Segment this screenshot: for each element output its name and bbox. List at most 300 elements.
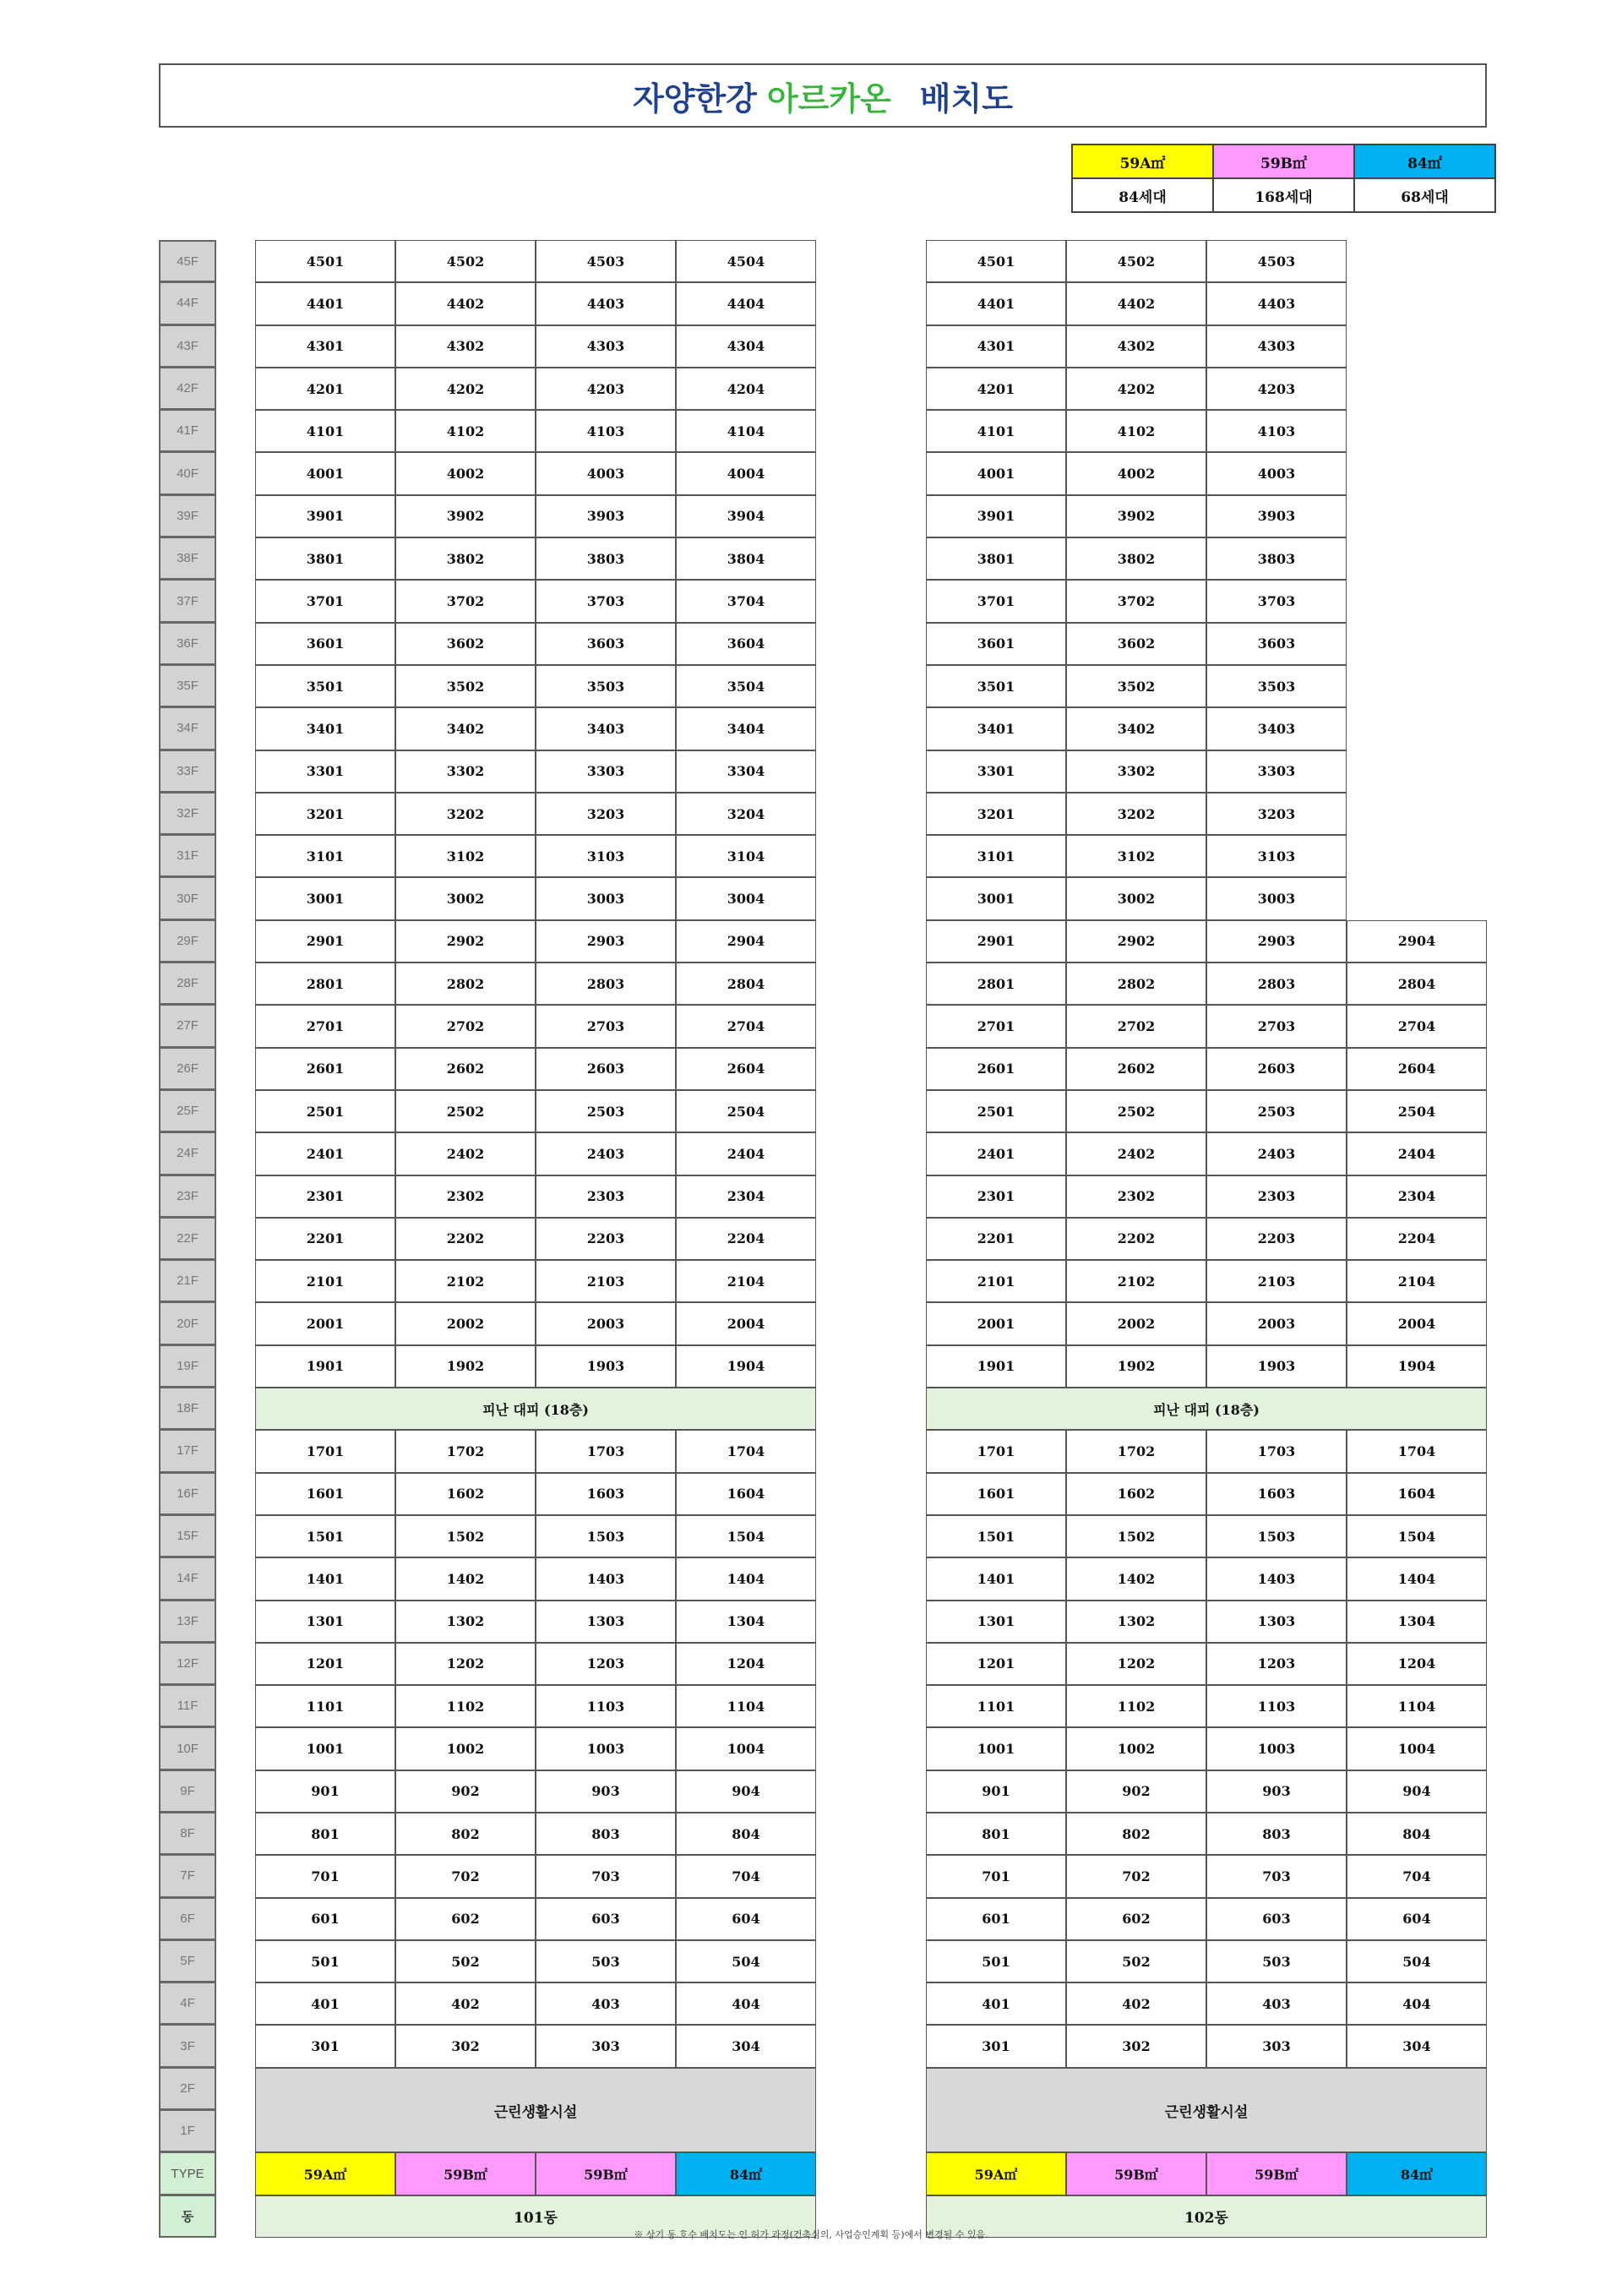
- unit-cell: 2902: [1066, 920, 1206, 963]
- unit-cell: 3001: [926, 877, 1066, 919]
- legend-type-row: [1072, 145, 1495, 178]
- unit-cell: 1104: [1347, 1685, 1487, 1727]
- floor-row: [255, 1218, 816, 1260]
- unit-cell: 2104: [1347, 1260, 1487, 1302]
- unit-cell: 2304: [1347, 1175, 1487, 1218]
- legend-type-84: 84㎡: [1354, 145, 1495, 178]
- unit-cell: 1201: [926, 1643, 1066, 1685]
- unit-cell: 4203: [1206, 368, 1347, 410]
- refuge-floor-label: 피난 대피 (18층): [926, 1388, 1487, 1430]
- floor-row: [255, 2025, 816, 2067]
- empty-cell: [1347, 537, 1487, 580]
- unit-cell: 3801: [255, 537, 395, 580]
- unit-cell: 4403: [1206, 282, 1347, 324]
- floor-row: [255, 325, 816, 368]
- type-legend: [1071, 144, 1496, 213]
- unit-cell: 2502: [395, 1090, 536, 1132]
- unit-cell: 1702: [1066, 1430, 1206, 1472]
- unit-cell: 1104: [676, 1685, 816, 1727]
- floor-row: [926, 1557, 1487, 1600]
- unit-cell: 3703: [536, 580, 676, 622]
- unit-cell: 2604: [1347, 1048, 1487, 1090]
- unit-cell: 2003: [1206, 1302, 1347, 1344]
- unit-cell: 1702: [395, 1430, 536, 1472]
- unit-cell: 3504: [676, 665, 816, 707]
- unit-cell: 1601: [926, 1473, 1066, 1515]
- floor-label: 37F: [159, 580, 216, 622]
- unit-cell: 1203: [536, 1643, 676, 1685]
- floor-label: 39F: [159, 495, 216, 537]
- unit-cell: 1003: [1206, 1727, 1347, 1770]
- floor-row: [926, 665, 1487, 707]
- floor-row: [255, 707, 816, 750]
- unit-cell: 4503: [536, 240, 676, 282]
- type-cell: 59B㎡: [395, 2152, 536, 2195]
- dong-row-label: 동: [159, 2195, 216, 2238]
- unit-cell: 2803: [1206, 963, 1347, 1005]
- empty-cell: [1347, 793, 1487, 835]
- floor-label: 33F: [159, 750, 216, 793]
- unit-cell: 4401: [255, 282, 395, 324]
- unit-cell: 403: [1206, 1982, 1347, 2025]
- type-cell: 59B㎡: [1066, 2152, 1206, 2195]
- floor-row: [926, 1727, 1487, 1770]
- unit-cell: 503: [1206, 1940, 1347, 1982]
- floor-row: [255, 240, 816, 282]
- floor-label: 45F: [159, 240, 216, 282]
- unit-cell: 3201: [926, 793, 1066, 835]
- unit-cell: 2304: [676, 1175, 816, 1218]
- floor-row: [255, 1175, 816, 1218]
- unit-cell: 1602: [395, 1473, 536, 1515]
- floor-row: [926, 1601, 1487, 1643]
- unit-cell: 3903: [1206, 495, 1347, 537]
- unit-cell: 3403: [536, 707, 676, 750]
- unit-cell: 801: [926, 1813, 1066, 1855]
- unit-cell: 3304: [676, 750, 816, 793]
- floor-row: [255, 368, 816, 410]
- unit-cell: 2302: [1066, 1175, 1206, 1218]
- floor-label: 32F: [159, 793, 216, 835]
- unit-cell: 1501: [926, 1515, 1066, 1557]
- floor-row: [255, 1090, 816, 1132]
- floor-row: [255, 1048, 816, 1090]
- unit-cell: 3103: [536, 835, 676, 877]
- unit-cell: 4404: [676, 282, 816, 324]
- unit-cell: 904: [676, 1770, 816, 1813]
- unit-cell: 3901: [255, 495, 395, 537]
- unit-cell: 501: [926, 1940, 1066, 1982]
- floor-label: 38F: [159, 537, 216, 580]
- unit-cell: 703: [1206, 1855, 1347, 1897]
- type-row: [926, 2152, 1487, 2195]
- unit-cell: 1903: [1206, 1345, 1347, 1388]
- unit-cell: 2904: [1347, 920, 1487, 963]
- unit-cell: 2804: [676, 963, 816, 1005]
- unit-cell: 3402: [1066, 707, 1206, 750]
- unit-cell: 2402: [1066, 1132, 1206, 1175]
- unit-cell: 4301: [926, 325, 1066, 368]
- type-cell: 59A㎡: [255, 2152, 395, 2195]
- unit-cell: 1402: [395, 1557, 536, 1600]
- unit-cell: 3602: [1066, 623, 1206, 665]
- unit-cell: 401: [255, 1982, 395, 2025]
- unit-cell: 2402: [395, 1132, 536, 1175]
- unit-cell: 2701: [926, 1005, 1066, 1047]
- unit-cell: 2302: [395, 1175, 536, 1218]
- unit-cell: 4302: [1066, 325, 1206, 368]
- empty-cell: [1347, 495, 1487, 537]
- unit-cell: 3301: [255, 750, 395, 793]
- unit-cell: 502: [395, 1940, 536, 1982]
- unit-cell: 2002: [395, 1302, 536, 1344]
- floor-row: [926, 1473, 1487, 1515]
- unit-cell: 3302: [395, 750, 536, 793]
- unit-cell: 504: [1347, 1940, 1487, 1982]
- unit-cell: 4303: [1206, 325, 1347, 368]
- unit-cell: 4002: [1066, 452, 1206, 494]
- unit-cell: 3901: [926, 495, 1066, 537]
- page-title: [159, 63, 1487, 128]
- type-cell: 59A㎡: [926, 2152, 1066, 2195]
- unit-cell: 1202: [1066, 1643, 1206, 1685]
- floor-label: 24F: [159, 1132, 216, 1175]
- unit-cell: 304: [676, 2025, 816, 2067]
- unit-cell: 2903: [1206, 920, 1347, 963]
- unit-cell: 2501: [255, 1090, 395, 1132]
- floor-row: [255, 750, 816, 793]
- unit-cell: 803: [536, 1813, 676, 1855]
- unit-cell: 1704: [676, 1430, 816, 1472]
- unit-cell: 2801: [926, 963, 1066, 1005]
- unit-cell: 3402: [395, 707, 536, 750]
- floor-label: 23F: [159, 1175, 216, 1218]
- floor-row: [255, 1685, 816, 1727]
- unit-cell: 1103: [1206, 1685, 1347, 1727]
- floor-label: 40F: [159, 452, 216, 494]
- unit-cell: 4501: [926, 240, 1066, 282]
- type-cell: 84㎡: [1347, 2152, 1487, 2195]
- floor-label: 11F: [159, 1685, 216, 1727]
- unit-cell: 1904: [1347, 1345, 1487, 1388]
- floor-label: 5F: [159, 1940, 216, 1982]
- unit-cell: 3103: [1206, 835, 1347, 877]
- floor-row: [926, 2025, 1487, 2067]
- unit-cell: 2404: [676, 1132, 816, 1175]
- floor-row: [255, 920, 816, 963]
- unit-cell: 3003: [536, 877, 676, 919]
- unit-cell: 1902: [395, 1345, 536, 1388]
- floor-label: 1F: [159, 2110, 216, 2152]
- floor-label: 41F: [159, 410, 216, 452]
- unit-cell: 1603: [536, 1473, 676, 1515]
- unit-cell: 4003: [1206, 452, 1347, 494]
- unit-cell: 3104: [676, 835, 816, 877]
- unit-cell: 302: [1066, 2025, 1206, 2067]
- floor-row: [255, 537, 816, 580]
- unit-cell: 2203: [536, 1218, 676, 1260]
- unit-cell: 3203: [1206, 793, 1347, 835]
- unit-cell: 1403: [1206, 1557, 1347, 1600]
- unit-cell: 4401: [926, 282, 1066, 324]
- unit-cell: 2704: [1347, 1005, 1487, 1047]
- unit-cell: 804: [676, 1813, 816, 1855]
- unit-cell: 3201: [255, 793, 395, 835]
- unit-cell: 403: [536, 1982, 676, 2025]
- floor-row: [926, 240, 1487, 282]
- unit-cell: 404: [676, 1982, 816, 2025]
- unit-cell: 3602: [395, 623, 536, 665]
- unit-cell: 1901: [926, 1345, 1066, 1388]
- unit-cell: 4103: [1206, 410, 1347, 452]
- unit-cell: 2502: [1066, 1090, 1206, 1132]
- unit-cell: 3003: [1206, 877, 1347, 919]
- floor-label: 35F: [159, 665, 216, 707]
- floor-row: [926, 877, 1487, 919]
- empty-cell: [1347, 282, 1487, 324]
- unit-cell: 4203: [536, 368, 676, 410]
- floor-row: [255, 1515, 816, 1557]
- unit-cell: 3703: [1206, 580, 1347, 622]
- unit-cell: 1501: [255, 1515, 395, 1557]
- floor-row: [255, 1345, 816, 1388]
- unit-cell: 4104: [676, 410, 816, 452]
- floor-row: [255, 1132, 816, 1175]
- unit-cell: 3403: [1206, 707, 1347, 750]
- unit-cell: 4204: [676, 368, 816, 410]
- unit-cell: 2101: [926, 1260, 1066, 1302]
- unit-cell: 1102: [395, 1685, 536, 1727]
- unit-cell: 2904: [676, 920, 816, 963]
- floor-label: 44F: [159, 282, 216, 324]
- type-cell: 59B㎡: [536, 2152, 676, 2195]
- unit-cell: 601: [926, 1898, 1066, 1940]
- floor-row: [255, 410, 816, 452]
- unit-cell: 3301: [926, 750, 1066, 793]
- floor-column: [159, 240, 216, 2238]
- unit-cell: 401: [926, 1982, 1066, 2025]
- floor-row: [926, 835, 1487, 877]
- floor-row: [255, 1557, 816, 1600]
- unit-cell: 2103: [536, 1260, 676, 1302]
- unit-cell: 2403: [536, 1132, 676, 1175]
- floor-row: [926, 495, 1487, 537]
- unit-cell: 904: [1347, 1770, 1487, 1813]
- empty-cell: [1347, 240, 1487, 282]
- floor-row: [255, 1473, 816, 1515]
- floor-label: 4F: [159, 1982, 216, 2025]
- unit-cell: 1704: [1347, 1430, 1487, 1472]
- unit-cell: 604: [676, 1898, 816, 1940]
- unit-cell: 1101: [926, 1685, 1066, 1727]
- unit-cell: 1001: [926, 1727, 1066, 1770]
- unit-cell: 3902: [395, 495, 536, 537]
- floor-row: [255, 1260, 816, 1302]
- floor-row: [255, 665, 816, 707]
- unit-cell: 1603: [1206, 1473, 1347, 1515]
- unit-cell: 3802: [395, 537, 536, 580]
- unit-cell: 4502: [1066, 240, 1206, 282]
- unit-cell: 1203: [1206, 1643, 1347, 1685]
- unit-cell: 704: [676, 1855, 816, 1897]
- unit-cell: 2403: [1206, 1132, 1347, 1175]
- unit-cell: 2303: [536, 1175, 676, 1218]
- unit-cell: 1503: [1206, 1515, 1347, 1557]
- unit-cell: 1602: [1066, 1473, 1206, 1515]
- unit-cell: 4502: [395, 240, 536, 282]
- unit-cell: 1403: [536, 1557, 676, 1600]
- unit-cell: 3302: [1066, 750, 1206, 793]
- unit-cell: 1204: [676, 1643, 816, 1685]
- footnote: ※ 상기 동.호수 배치도는 인.허가 과정(건축심의, 사업승인계획 등)에서 변경될 수 있음.: [634, 2229, 988, 2240]
- floor-label: 12F: [159, 1643, 216, 1685]
- unit-cell: 2803: [536, 963, 676, 1005]
- unit-cell: 1504: [1347, 1515, 1487, 1557]
- unit-cell: 2701: [255, 1005, 395, 1047]
- unit-cell: 4102: [395, 410, 536, 452]
- commercial-facility-label: 근린생활시설: [926, 2068, 1487, 2153]
- floor-row: [255, 580, 816, 622]
- unit-cell: 2104: [676, 1260, 816, 1302]
- unit-cell: 2204: [1347, 1218, 1487, 1260]
- unit-cell: 4302: [395, 325, 536, 368]
- unit-cell: 603: [536, 1898, 676, 1940]
- unit-cell: 4503: [1206, 240, 1347, 282]
- floor-label: 8F: [159, 1813, 216, 1855]
- floor-row: [926, 282, 1487, 324]
- unit-cell: 2202: [1066, 1218, 1206, 1260]
- unit-cell: 2301: [255, 1175, 395, 1218]
- floor-label: 25F: [159, 1090, 216, 1132]
- unit-cell: 1103: [536, 1685, 676, 1727]
- building-name: 101동: [255, 2195, 816, 2238]
- refuge-row: [926, 1388, 1487, 1430]
- unit-cell: 3401: [255, 707, 395, 750]
- unit-cell: 2602: [395, 1048, 536, 1090]
- unit-cell: 3903: [536, 495, 676, 537]
- empty-cell: [1347, 325, 1487, 368]
- unit-cell: 2303: [1206, 1175, 1347, 1218]
- unit-cell: 1201: [255, 1643, 395, 1685]
- empty-cell: [1347, 835, 1487, 877]
- unit-cell: 303: [536, 2025, 676, 2067]
- floor-label: 34F: [159, 707, 216, 750]
- unit-cell: 803: [1206, 1813, 1347, 1855]
- unit-cell: 1703: [536, 1430, 676, 1472]
- unit-cell: 703: [536, 1855, 676, 1897]
- unit-cell: 4402: [395, 282, 536, 324]
- floor-row: [926, 920, 1487, 963]
- floor-row: [255, 1940, 816, 1982]
- unit-cell: 4201: [255, 368, 395, 410]
- unit-cell: 2603: [536, 1048, 676, 1090]
- unit-cell: 4101: [926, 410, 1066, 452]
- unit-cell: 1304: [676, 1601, 816, 1643]
- unit-cell: 1303: [1206, 1601, 1347, 1643]
- unit-cell: 1404: [676, 1557, 816, 1600]
- commercial-facility-label: 근린생활시설: [255, 2068, 816, 2153]
- unit-cell: 903: [1206, 1770, 1347, 1813]
- unit-cell: 1601: [255, 1473, 395, 1515]
- unit-cell: 4101: [255, 410, 395, 452]
- unit-cell: 602: [1066, 1898, 1206, 1940]
- unit-cell: 4202: [395, 368, 536, 410]
- floor-row: [255, 1643, 816, 1685]
- floor-row: [926, 1982, 1487, 2025]
- unit-cell: 2003: [536, 1302, 676, 1344]
- unit-cell: 2103: [1206, 1260, 1347, 1302]
- unit-cell: 2604: [676, 1048, 816, 1090]
- unit-cell: 2704: [676, 1005, 816, 1047]
- unit-cell: 2802: [395, 963, 536, 1005]
- unit-cell: 3803: [1206, 537, 1347, 580]
- unit-cell: 3101: [255, 835, 395, 877]
- floor-label: 29F: [159, 920, 216, 963]
- floor-label: 10F: [159, 1727, 216, 1770]
- unit-cell: 1703: [1206, 1430, 1347, 1472]
- empty-cell: [1347, 877, 1487, 919]
- unit-cell: 2501: [926, 1090, 1066, 1132]
- type-row-label: TYPE: [159, 2152, 216, 2195]
- unit-cell: 3701: [255, 580, 395, 622]
- unit-cell: 3803: [536, 537, 676, 580]
- floor-label: 14F: [159, 1557, 216, 1600]
- unit-cell: 3004: [676, 877, 816, 919]
- floor-row: [255, 1982, 816, 2025]
- unit-cell: 3503: [536, 665, 676, 707]
- unit-cell: 1904: [676, 1345, 816, 1388]
- type-cell: 84㎡: [676, 2152, 816, 2195]
- unit-cell: 3002: [395, 877, 536, 919]
- unit-cell: 4001: [255, 452, 395, 494]
- unit-cell: 301: [926, 2025, 1066, 2067]
- floor-row: [926, 537, 1487, 580]
- unit-cell: 3404: [676, 707, 816, 750]
- unit-cell: 1301: [255, 1601, 395, 1643]
- floor-label: 9F: [159, 1770, 216, 1813]
- unit-cell: 2901: [255, 920, 395, 963]
- unit-cell: 1504: [676, 1515, 816, 1557]
- floor-label: 7F: [159, 1855, 216, 1897]
- floor-row: [926, 1685, 1487, 1727]
- unit-cell: 404: [1347, 1982, 1487, 2025]
- floor-row: [255, 1855, 816, 1897]
- unit-cell: 4004: [676, 452, 816, 494]
- unit-cell: 2102: [395, 1260, 536, 1302]
- floor-label: 3F: [159, 2025, 216, 2067]
- unit-cell: 1102: [1066, 1685, 1206, 1727]
- unit-cell: 3503: [1206, 665, 1347, 707]
- unit-cell: 3603: [1206, 623, 1347, 665]
- unit-cell: 2201: [926, 1218, 1066, 1260]
- floor-row: [926, 1898, 1487, 1940]
- floor-row: [926, 963, 1487, 1005]
- unit-cell: 4501: [255, 240, 395, 282]
- legend-count-59b: 168세대: [1213, 178, 1354, 212]
- unit-cell: 701: [255, 1855, 395, 1897]
- floor-label: 22F: [159, 1218, 216, 1260]
- unit-cell: 2902: [395, 920, 536, 963]
- floor-row: [926, 1770, 1487, 1813]
- unit-cell: 2404: [1347, 1132, 1487, 1175]
- unit-cell: 3601: [255, 623, 395, 665]
- type-cell: 59B㎡: [1206, 2152, 1347, 2195]
- unit-cell: 2002: [1066, 1302, 1206, 1344]
- unit-cell: 3002: [1066, 877, 1206, 919]
- title-part-1: 자양한강: [633, 79, 757, 117]
- unit-cell: 3204: [676, 793, 816, 835]
- unit-cell: 1003: [536, 1727, 676, 1770]
